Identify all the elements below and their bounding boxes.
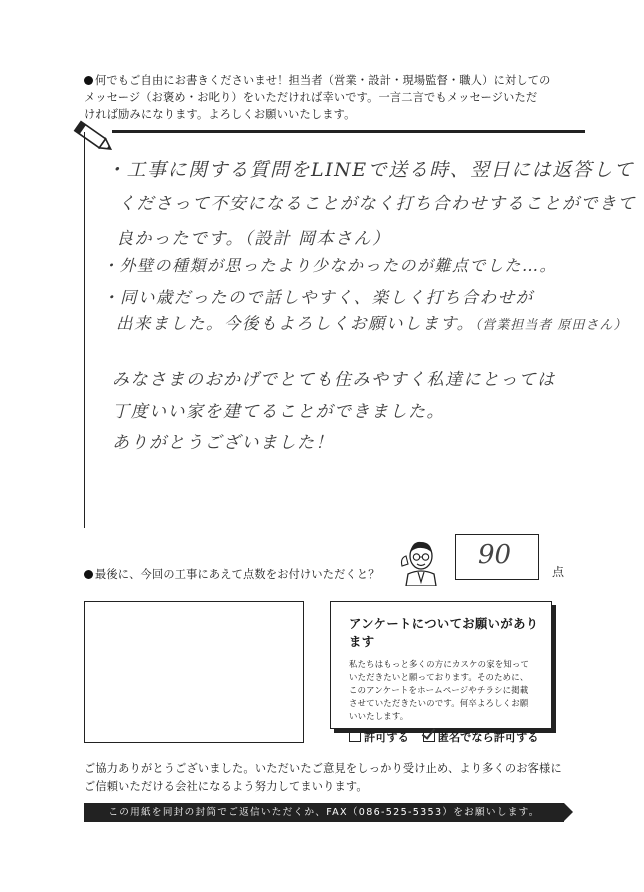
request-body: 私たちはもっと多くの方にカスケの家を知って いただきたいと願っております。そのために、 このアンケートをホームページやチラシに掲載 させていただきたいのです。何卒よろしくお願 いいたします。 bbox=[349, 659, 530, 721]
intro-line: 何でもご自由にお書きくださいませ！担当者（営業・設計・現場監督・職人）に対しての bbox=[84, 72, 584, 89]
message-line: 良かったです。（設計 岡本さん） bbox=[116, 229, 391, 249]
bullet-icon bbox=[84, 76, 93, 85]
message-line: ・外壁の種類が思ったより少なかったのが難点でした…。 bbox=[102, 256, 558, 275]
arrow-right-icon bbox=[564, 803, 573, 821]
anonymous-checkbox-checked[interactable] bbox=[423, 730, 435, 742]
option-anonymous[interactable]: 匿名でなら許可する bbox=[423, 729, 539, 745]
publication-request-box bbox=[330, 601, 552, 744]
allow-checkbox[interactable] bbox=[349, 730, 361, 742]
message-line: 丁度いい家を建てることができました。 bbox=[112, 402, 445, 422]
intro-text bbox=[84, 72, 584, 123]
request-title: アンケートについてお願いがあります bbox=[349, 617, 539, 649]
staff-avatar-icon bbox=[398, 536, 444, 586]
score-question: 最後に、今回の工事にあえて点数をお付けいただくと？ bbox=[84, 566, 380, 582]
blank-box bbox=[84, 601, 304, 743]
intro-line: ければ励みになります。よろしくお願いいたします。 bbox=[84, 108, 356, 121]
message-line: ありがとうございました！ bbox=[112, 433, 334, 453]
footer-text: この用紙を同封の封筒でご返信いただくか、FAX（086-525-5353）をお願いします。 bbox=[108, 807, 540, 818]
intro-line: メッセージ（お褒め・お叱り）をいただければ幸いです。一言二言でもメッセージいただ bbox=[84, 91, 538, 104]
bullet-icon bbox=[84, 570, 93, 579]
thanks-text: ご協力ありがとうございました。いただいたご意見をしっかり受け止め、より多くのお客様に ご信頼いただける会社になるよう努力してまいります。 bbox=[84, 762, 562, 793]
score-unit: 点 bbox=[552, 565, 565, 579]
permission-options bbox=[349, 729, 541, 745]
message-line: くださって不安になることがなく打ち合わせすることができて bbox=[118, 194, 636, 214]
message-line: 出来ました。今後もよろしくお願いします。（営業担当者 原田さん） bbox=[116, 314, 628, 333]
score-value: 90 bbox=[478, 540, 512, 570]
message-signature: （営業担当者 原田さん） bbox=[474, 318, 628, 333]
option-allow[interactable]: 許可する bbox=[349, 729, 409, 745]
message-line: みなさまのおかげでとても住みやすく私達にとっては bbox=[112, 370, 556, 390]
message-line: ・同い歳だったので話しやすく、楽しく打ち合わせが bbox=[102, 288, 534, 307]
message-line: ・工事に関する質問をLINEで送る時、翌日には返答して bbox=[106, 159, 635, 181]
